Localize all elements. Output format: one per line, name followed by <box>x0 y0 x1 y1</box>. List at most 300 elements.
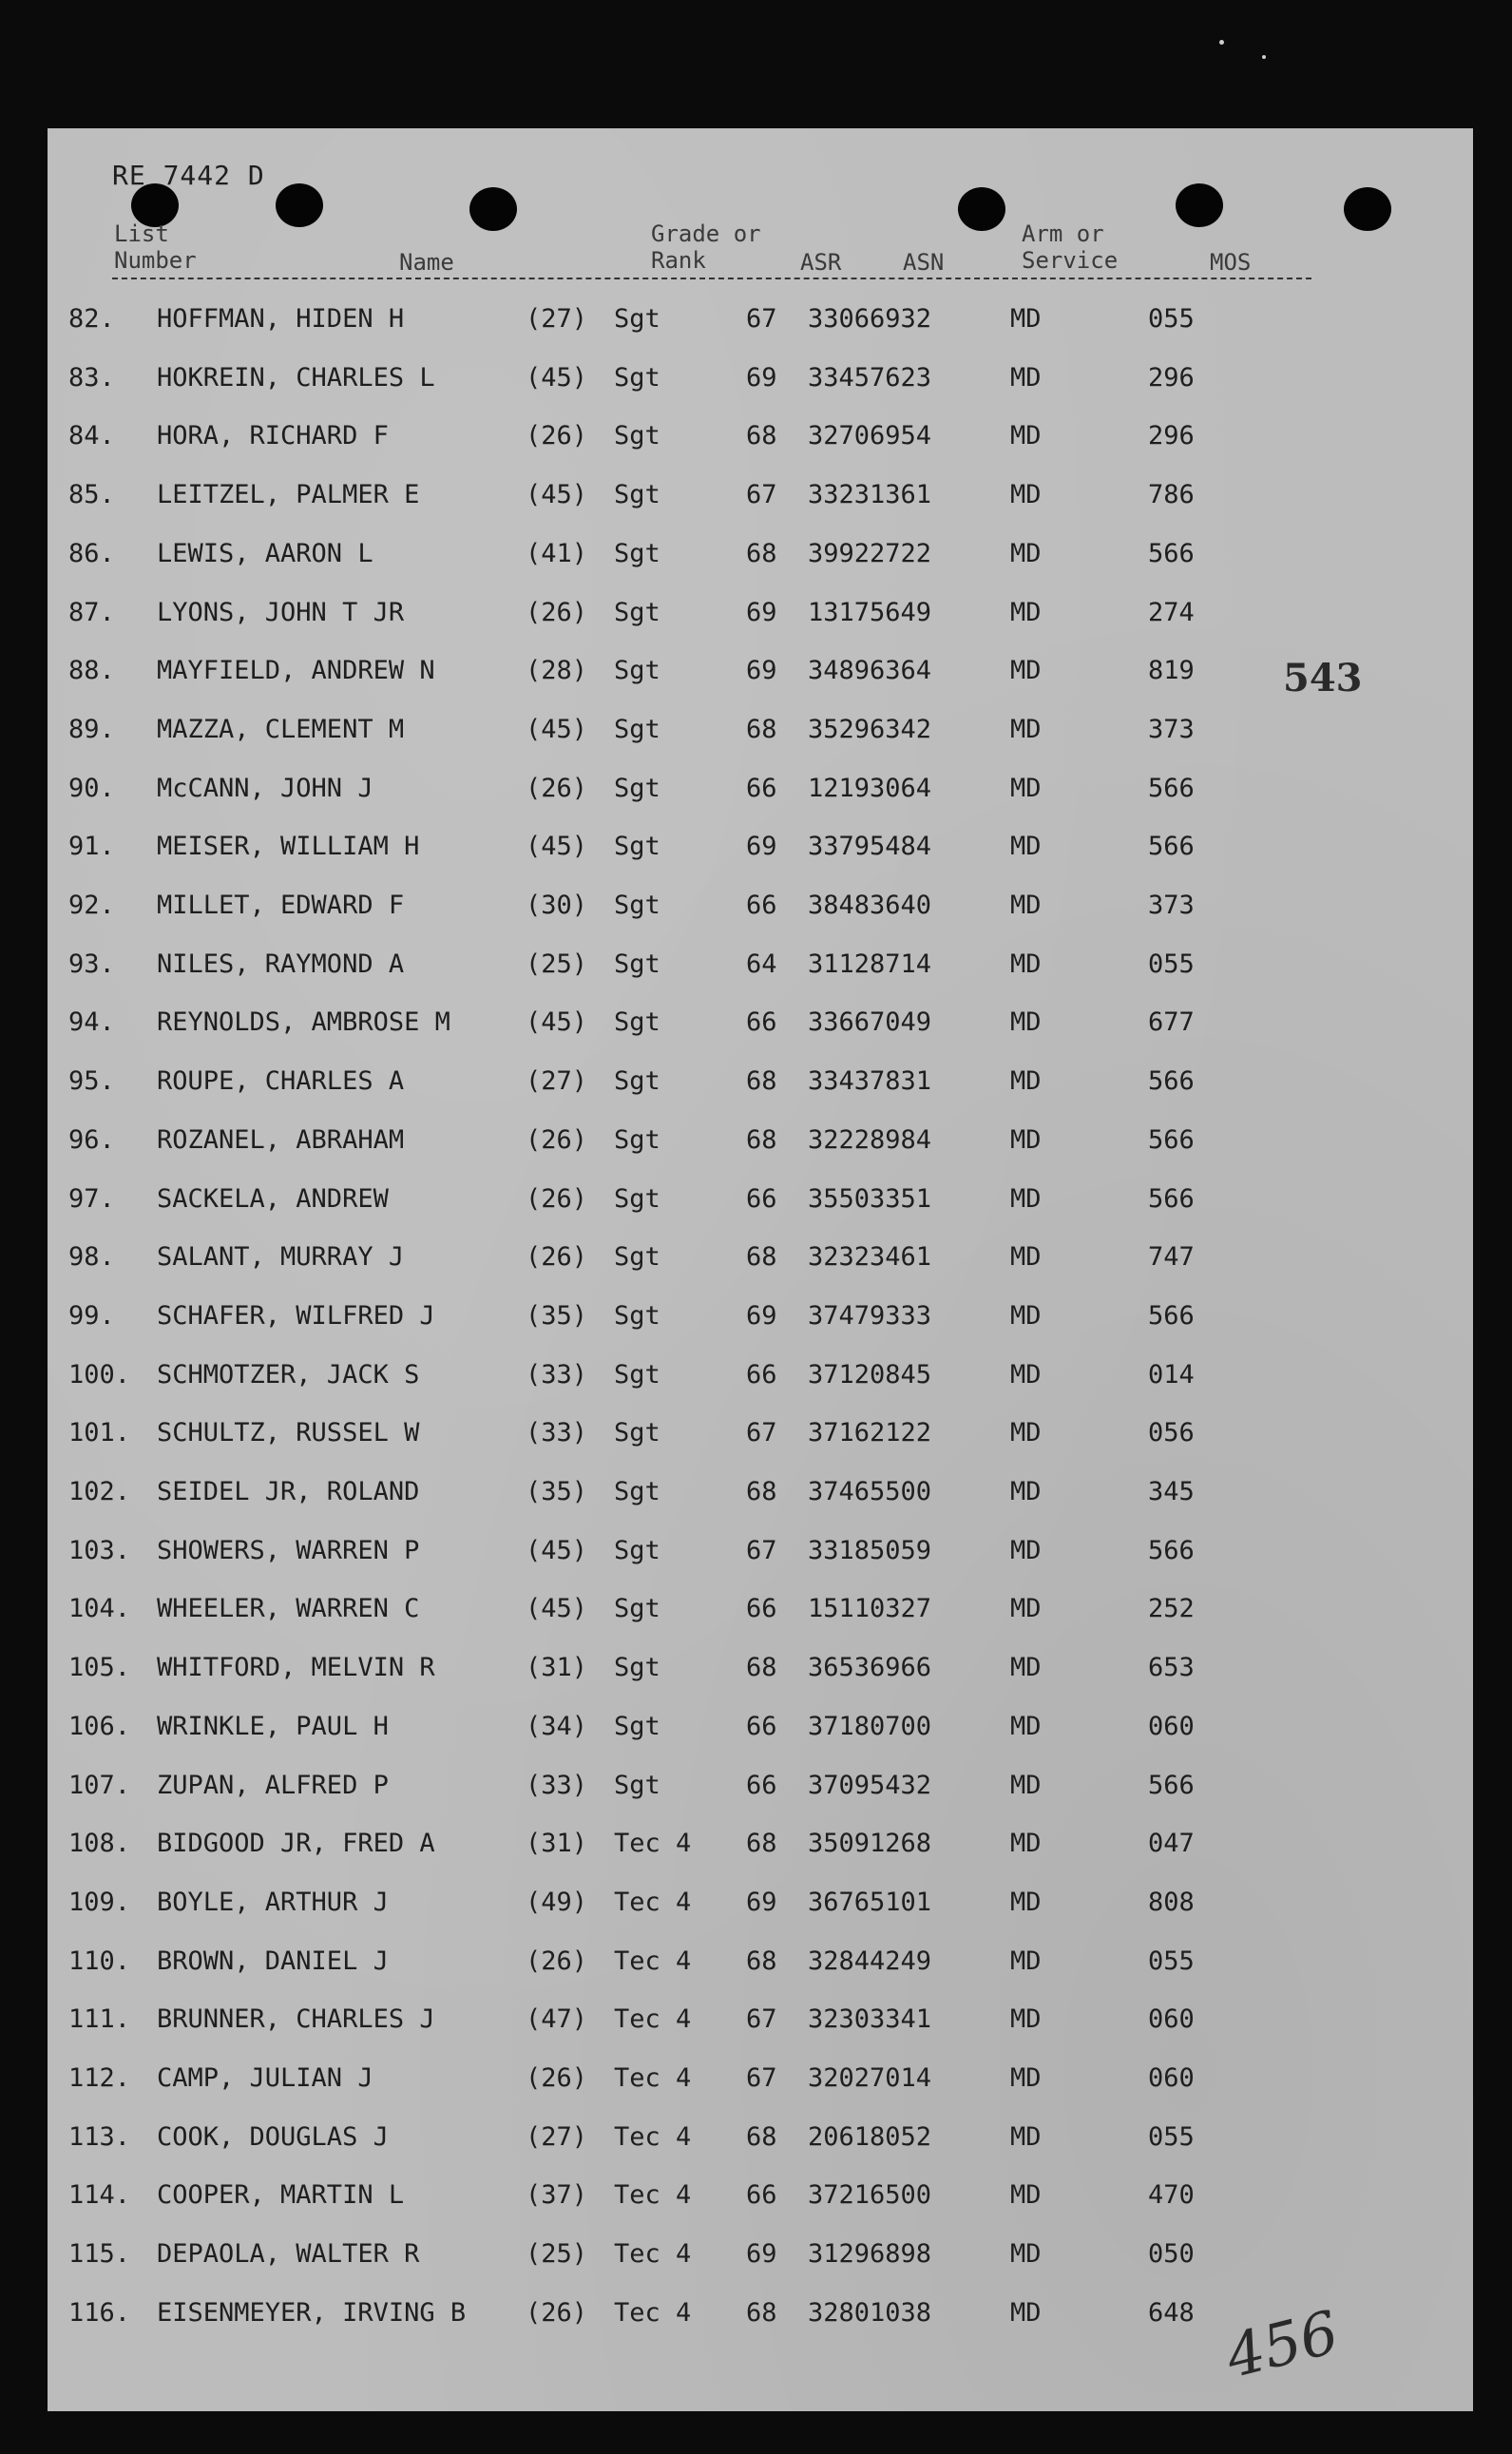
asr-score: 66 <box>746 1770 777 1800</box>
age-code: (26) <box>526 1242 588 1273</box>
asn-number: 37120845 <box>808 1359 932 1390</box>
mos-code: 055 <box>1148 304 1195 334</box>
soldier-name: WRINKLE, PAUL H <box>157 1711 389 1741</box>
soldier-name: DEPAOLA, WALTER R <box>157 2239 420 2270</box>
table-row <box>0 1360 1426 1398</box>
list-number: 101. <box>68 1418 131 1448</box>
list-number: 106. <box>68 1711 131 1741</box>
asr-score: 68 <box>746 1946 777 1976</box>
asr-score: 64 <box>746 949 777 979</box>
age-code: (26) <box>526 421 588 451</box>
table-row <box>0 421 1426 459</box>
asn-number: 37180700 <box>808 1711 932 1741</box>
soldier-name: REYNOLDS, AMBROSE M <box>157 1007 450 1038</box>
asr-score: 67 <box>746 480 777 510</box>
mos-code: 274 <box>1148 597 1195 627</box>
mos-code: 055 <box>1148 2121 1195 2152</box>
grade: Sgt <box>614 1183 660 1214</box>
arm-service: MD <box>1010 1066 1042 1097</box>
table-row <box>0 656 1426 694</box>
grade: Tec 4 <box>614 2063 692 2093</box>
grade: Sgt <box>614 1477 660 1506</box>
asr-score: 68 <box>746 714 777 744</box>
list-number: 100. <box>68 1359 131 1390</box>
mos-code: 055 <box>1148 949 1195 979</box>
list-number: 116. <box>68 2297 131 2328</box>
grade: Sgt <box>614 949 660 979</box>
document-code: RE 7442 D <box>112 160 265 191</box>
table-row <box>0 2122 1426 2160</box>
list-number: 99. <box>68 1300 115 1331</box>
asr-score: 69 <box>746 1887 777 1917</box>
grade: Tec 4 <box>614 2121 692 2152</box>
asn-number: 34896364 <box>808 656 932 686</box>
grade: Sgt <box>614 1653 660 1683</box>
grade: Sgt <box>614 1066 660 1097</box>
asr-score: 66 <box>746 891 777 920</box>
grade: Tec 4 <box>614 2239 692 2270</box>
asn-number: 32027014 <box>808 2063 932 2093</box>
asn-number: 12193064 <box>808 773 932 803</box>
arm-service: MD <box>1010 1887 1042 1917</box>
age-code: (26) <box>526 773 588 803</box>
grade: Sgt <box>614 656 660 686</box>
header-list-number: List Number <box>114 220 197 274</box>
arm-service: MD <box>1010 1124 1042 1155</box>
list-number: 109. <box>68 1887 131 1917</box>
table-row <box>0 774 1426 812</box>
mos-code: 653 <box>1148 1653 1195 1683</box>
soldier-name: WHEELER, WARREN C <box>157 1594 420 1624</box>
grade: Tec 4 <box>614 2297 692 2328</box>
asr-score: 69 <box>746 832 777 862</box>
age-code: (45) <box>526 832 588 862</box>
list-number: 107. <box>68 1770 131 1800</box>
asr-score: 69 <box>746 597 777 627</box>
punch-hole <box>276 183 323 227</box>
table-row <box>0 539 1426 577</box>
asn-number: 36765101 <box>808 1887 932 1917</box>
grade: Sgt <box>614 421 660 451</box>
age-code: (35) <box>526 1477 588 1506</box>
list-number: 103. <box>68 1535 131 1565</box>
grade: Sgt <box>614 1242 660 1273</box>
list-number: 85. <box>68 480 115 510</box>
grade: Sgt <box>614 714 660 744</box>
asn-number: 39922722 <box>808 538 932 568</box>
table-row <box>0 1946 1426 1984</box>
soldier-name: SHOWERS, WARREN P <box>157 1535 420 1565</box>
soldier-name: CAMP, JULIAN J <box>157 2063 373 2093</box>
header-arm-service: Arm or Service <box>1022 220 1119 274</box>
age-code: (27) <box>526 1066 588 1097</box>
mos-code: 373 <box>1148 891 1195 920</box>
page-stamp-number: 543 <box>1283 656 1363 700</box>
soldier-name: MILLET, EDWARD F <box>157 891 405 920</box>
arm-service: MD <box>1010 1535 1042 1565</box>
arm-service: MD <box>1010 656 1042 686</box>
grade: Tec 4 <box>614 1829 692 1859</box>
header-name: Name <box>399 249 454 276</box>
soldier-name: SEIDEL JR, ROLAND <box>157 1477 420 1506</box>
list-number: 108. <box>68 1829 131 1859</box>
list-number: 104. <box>68 1594 131 1624</box>
asr-score: 66 <box>746 1594 777 1624</box>
arm-service: MD <box>1010 1359 1042 1390</box>
grade: Sgt <box>614 1418 660 1448</box>
asr-score: 66 <box>746 1359 777 1390</box>
mos-code: 047 <box>1148 1829 1195 1859</box>
arm-service: MD <box>1010 2239 1042 2270</box>
table-row <box>0 2298 1426 2336</box>
mos-code: 747 <box>1148 1242 1195 1273</box>
asn-number: 37479333 <box>808 1300 932 1331</box>
soldier-name: EISENMEYER, IRVING B <box>157 2297 467 2328</box>
soldier-name: SALANT, MURRAY J <box>157 1242 405 1273</box>
asr-score: 66 <box>746 1007 777 1038</box>
asn-number: 20618052 <box>808 2121 932 2152</box>
table-row <box>0 1594 1426 1632</box>
age-code: (37) <box>526 2180 588 2211</box>
mos-code: 566 <box>1148 832 1195 862</box>
table-row <box>0 363 1426 401</box>
age-code: (26) <box>526 597 588 627</box>
soldier-name: HOKREIN, CHARLES L <box>157 362 435 393</box>
table-row <box>0 1888 1426 1926</box>
age-code: (41) <box>526 538 588 568</box>
mos-code: 648 <box>1148 2297 1195 2328</box>
arm-service: MD <box>1010 2180 1042 2211</box>
arm-service: MD <box>1010 2063 1042 2093</box>
mos-code: 677 <box>1148 1007 1195 1038</box>
age-code: (45) <box>526 362 588 393</box>
table-row <box>0 304 1426 342</box>
list-number: 93. <box>68 949 115 979</box>
table-row <box>0 1066 1426 1104</box>
table-row <box>0 1536 1426 1574</box>
asn-number: 32801038 <box>808 2297 932 2328</box>
grade: Tec 4 <box>614 1887 692 1917</box>
age-code: (31) <box>526 1653 588 1683</box>
grade: Sgt <box>614 1594 660 1624</box>
list-number: 105. <box>68 1653 131 1683</box>
arm-service: MD <box>1010 421 1042 451</box>
mos-code: 566 <box>1148 1124 1195 1155</box>
list-number: 91. <box>68 832 115 862</box>
table-row <box>0 1653 1426 1691</box>
age-code: (45) <box>526 480 588 510</box>
soldier-name: COOK, DOUGLAS J <box>157 2121 389 2152</box>
mos-code: 296 <box>1148 362 1195 393</box>
grade: Sgt <box>614 362 660 393</box>
asn-number: 38483640 <box>808 891 932 920</box>
soldier-name: BOYLE, ARTHUR J <box>157 1887 389 1917</box>
age-code: (27) <box>526 304 588 334</box>
age-code: (45) <box>526 1594 588 1624</box>
table-row <box>0 832 1426 870</box>
arm-service: MD <box>1010 1829 1042 1859</box>
asr-score: 68 <box>746 421 777 451</box>
table-row <box>0 2239 1426 2277</box>
list-number: 96. <box>68 1124 115 1155</box>
mos-code: 252 <box>1148 1594 1195 1624</box>
mos-code: 566 <box>1148 1770 1195 1800</box>
list-number: 92. <box>68 891 115 920</box>
asn-number: 33066932 <box>808 304 932 334</box>
grade: Sgt <box>614 1770 660 1800</box>
age-code: (28) <box>526 656 588 686</box>
table-row <box>0 1477 1426 1515</box>
table-row <box>0 2180 1426 2218</box>
list-number: 112. <box>68 2063 131 2093</box>
soldier-name: SCHULTZ, RUSSEL W <box>157 1418 420 1448</box>
soldier-name: SCHMOTZER, JACK S <box>157 1359 420 1390</box>
asn-number: 32303341 <box>808 2004 932 2035</box>
asr-score: 68 <box>746 1124 777 1155</box>
table-row <box>0 715 1426 753</box>
header-mos: MOS <box>1210 249 1252 276</box>
grade: Sgt <box>614 1359 660 1390</box>
asr-score: 66 <box>746 1183 777 1214</box>
table-row <box>0 1184 1426 1222</box>
soldier-name: WHITFORD, MELVIN R <box>157 1653 435 1683</box>
mos-code: 056 <box>1148 1418 1195 1448</box>
soldier-name: SACKELA, ANDREW <box>157 1183 389 1214</box>
table-row <box>0 949 1426 987</box>
age-code: (35) <box>526 1300 588 1331</box>
age-code: (25) <box>526 949 588 979</box>
list-number: 94. <box>68 1007 115 1038</box>
asn-number: 33437831 <box>808 1066 932 1097</box>
asn-number: 31296898 <box>808 2239 932 2270</box>
asn-number: 35091268 <box>808 1829 932 1859</box>
asn-number: 15110327 <box>808 1594 932 1624</box>
table-row <box>0 2004 1426 2042</box>
soldier-name: NILES, RAYMOND A <box>157 949 405 979</box>
asr-score: 68 <box>746 2297 777 2328</box>
list-number: 102. <box>68 1477 131 1506</box>
list-number: 82. <box>68 304 115 334</box>
age-code: (33) <box>526 1359 588 1390</box>
arm-service: MD <box>1010 362 1042 393</box>
mos-code: 566 <box>1148 1066 1195 1097</box>
arm-service: MD <box>1010 1770 1042 1800</box>
mos-code: 786 <box>1148 480 1195 510</box>
arm-service: MD <box>1010 597 1042 627</box>
asn-number: 37162122 <box>808 1418 932 1448</box>
arm-service: MD <box>1010 480 1042 510</box>
table-row <box>0 1418 1426 1456</box>
grade: Sgt <box>614 832 660 862</box>
soldier-name: MAYFIELD, ANDREW N <box>157 656 435 686</box>
asr-score: 68 <box>746 2121 777 2152</box>
asr-score: 69 <box>746 362 777 393</box>
asn-number: 37095432 <box>808 1770 932 1800</box>
asn-number: 33795484 <box>808 832 932 862</box>
table-row <box>0 1301 1426 1339</box>
arm-service: MD <box>1010 714 1042 744</box>
header-asr: ASR <box>800 249 842 276</box>
grade: Tec 4 <box>614 2180 692 2211</box>
asn-number: 35503351 <box>808 1183 932 1214</box>
grade: Sgt <box>614 480 660 510</box>
age-code: (30) <box>526 891 588 920</box>
grade: Sgt <box>614 1300 660 1331</box>
arm-service: MD <box>1010 2297 1042 2328</box>
list-number: 84. <box>68 421 115 451</box>
arm-service: MD <box>1010 1418 1042 1448</box>
age-code: (26) <box>526 2297 588 2328</box>
soldier-name: ROZANEL, ABRAHAM <box>157 1124 405 1155</box>
age-code: (34) <box>526 1711 588 1741</box>
asn-number: 13175649 <box>808 597 932 627</box>
age-code: (26) <box>526 2063 588 2093</box>
grade: Sgt <box>614 538 660 568</box>
arm-service: MD <box>1010 1183 1042 1214</box>
mos-code: 566 <box>1148 1300 1195 1331</box>
soldier-name: SCHAFER, WILFRED J <box>157 1300 435 1331</box>
arm-service: MD <box>1010 773 1042 803</box>
soldier-name: MAZZA, CLEMENT M <box>157 714 405 744</box>
asr-score: 66 <box>746 2180 777 2211</box>
age-code: (45) <box>526 714 588 744</box>
age-code: (49) <box>526 1887 588 1917</box>
list-number: 115. <box>68 2239 131 2270</box>
header-asn: ASN <box>903 249 945 276</box>
asn-number: 37465500 <box>808 1477 932 1506</box>
arm-service: MD <box>1010 304 1042 334</box>
asr-score: 69 <box>746 656 777 686</box>
arm-service: MD <box>1010 1477 1042 1506</box>
mos-code: 566 <box>1148 538 1195 568</box>
mos-code: 060 <box>1148 2004 1195 2035</box>
grade: Tec 4 <box>614 2004 692 2035</box>
punch-hole <box>958 187 1005 231</box>
asn-number: 33231361 <box>808 480 932 510</box>
asn-number: 37216500 <box>808 2180 932 2211</box>
list-number: 114. <box>68 2180 131 2211</box>
asn-number: 33457623 <box>808 362 932 393</box>
asr-score: 67 <box>746 1535 777 1565</box>
arm-service: MD <box>1010 1300 1042 1331</box>
mos-code: 050 <box>1148 2239 1195 2270</box>
list-number: 97. <box>68 1183 115 1214</box>
asn-number: 33185059 <box>808 1535 932 1565</box>
header-rule <box>112 278 1311 279</box>
list-number: 95. <box>68 1066 115 1097</box>
age-code: (47) <box>526 2004 588 2035</box>
list-number: 111. <box>68 2004 131 2035</box>
asn-number: 32323461 <box>808 1242 932 1273</box>
table-row <box>0 1829 1426 1867</box>
asn-number: 32228984 <box>808 1124 932 1155</box>
asn-number: 33667049 <box>808 1007 932 1038</box>
table-row <box>0 480 1426 518</box>
punch-hole <box>1344 187 1391 231</box>
arm-service: MD <box>1010 2004 1042 2035</box>
grade: Tec 4 <box>614 1946 692 1976</box>
asr-score: 68 <box>746 1066 777 1097</box>
soldier-name: COOPER, MARTIN L <box>157 2180 405 2211</box>
mos-code: 470 <box>1148 2180 1195 2211</box>
list-number: 90. <box>68 773 115 803</box>
asr-score: 69 <box>746 1300 777 1331</box>
grade: Sgt <box>614 773 660 803</box>
soldier-name: BIDGOOD JR, FRED A <box>157 1829 435 1859</box>
soldier-name: LEWIS, AARON L <box>157 538 373 568</box>
mos-code: 060 <box>1148 1711 1195 1741</box>
soldier-name: HOFFMAN, HIDEN H <box>157 304 405 334</box>
mos-code: 345 <box>1148 1477 1195 1506</box>
asr-score: 67 <box>746 304 777 334</box>
asn-number: 32844249 <box>808 1946 932 1976</box>
list-number: 113. <box>68 2121 131 2152</box>
list-number: 98. <box>68 1242 115 1273</box>
arm-service: MD <box>1010 1653 1042 1683</box>
grade: Sgt <box>614 891 660 920</box>
arm-service: MD <box>1010 1711 1042 1741</box>
table-row <box>0 2063 1426 2101</box>
arm-service: MD <box>1010 2121 1042 2152</box>
table-row <box>0 1712 1426 1750</box>
mos-code: 055 <box>1148 1946 1195 1976</box>
arm-service: MD <box>1010 891 1042 920</box>
soldier-name: ZUPAN, ALFRED P <box>157 1770 389 1800</box>
arm-service: MD <box>1010 832 1042 862</box>
grade: Sgt <box>614 1007 660 1038</box>
soldier-name: LYONS, JOHN T JR <box>157 597 405 627</box>
list-number: 86. <box>68 538 115 568</box>
arm-service: MD <box>1010 949 1042 979</box>
asr-score: 66 <box>746 1711 777 1741</box>
asr-score: 68 <box>746 1477 777 1506</box>
mos-code: 296 <box>1148 421 1195 451</box>
age-code: (33) <box>526 1770 588 1800</box>
grade: Sgt <box>614 1124 660 1155</box>
scan-speck <box>1262 55 1266 59</box>
grade: Sgt <box>614 1711 660 1741</box>
arm-service: MD <box>1010 1242 1042 1273</box>
age-code: (27) <box>526 2121 588 2152</box>
arm-service: MD <box>1010 1594 1042 1624</box>
mos-code: 014 <box>1148 1359 1195 1390</box>
header-grade: Grade or Rank <box>651 220 761 274</box>
age-code: (26) <box>526 1946 588 1976</box>
asr-score: 67 <box>746 2063 777 2093</box>
mos-code: 566 <box>1148 773 1195 803</box>
scan-speck <box>1219 40 1224 45</box>
mos-code: 819 <box>1148 656 1195 686</box>
list-number: 88. <box>68 656 115 686</box>
arm-service: MD <box>1010 1946 1042 1976</box>
age-code: (26) <box>526 1124 588 1155</box>
asn-number: 35296342 <box>808 714 932 744</box>
mos-code: 566 <box>1148 1183 1195 1214</box>
table-row <box>0 1242 1426 1280</box>
arm-service: MD <box>1010 1007 1042 1038</box>
table-row <box>0 891 1426 929</box>
soldier-name: BROWN, DANIEL J <box>157 1946 389 1976</box>
asn-number: 31128714 <box>808 949 932 979</box>
mos-code: 808 <box>1148 1887 1195 1917</box>
age-code: (33) <box>526 1418 588 1448</box>
soldier-name: LEITZEL, PALMER E <box>157 480 420 510</box>
grade: Sgt <box>614 1535 660 1565</box>
asn-number: 32706954 <box>808 421 932 451</box>
soldier-name: HORA, RICHARD F <box>157 421 389 451</box>
soldier-name: McCANN, JOHN J <box>157 773 373 803</box>
age-code: (45) <box>526 1535 588 1565</box>
